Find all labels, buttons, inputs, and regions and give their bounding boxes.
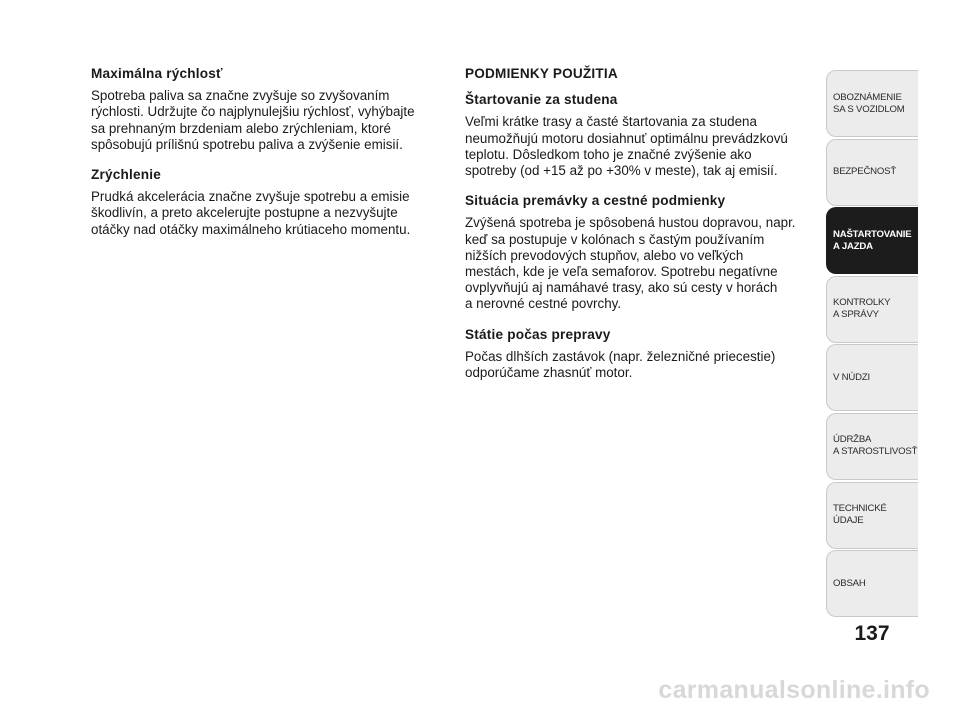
tab-vehicle-intro[interactable]: OBOZNÁMENIE SA S VOZIDLOM	[826, 70, 918, 137]
left-column	[91, 66, 441, 252]
tab-contents[interactable]: OBSAH	[826, 550, 918, 617]
watermark: carmanualsonline.info	[658, 676, 930, 704]
page-number: 137	[854, 622, 890, 645]
section-title-conditions: PODMIENKY POUŽITIA	[465, 66, 618, 81]
tab-technical-data[interactable]: TECHNICKÉ ÚDAJE	[826, 482, 918, 549]
section-text-standstill: Počas dlhších zastávok (napr. železničné priecestie) odporúčame zhasnúť motor.	[465, 348, 776, 381]
section-text-traffic: Zvýšená spotreba je spôsobená hustou dopravou, napr. keď sa postupuje v kolónach s častým používaním nižších prevodových stupňov, alebo vo veľkých mestách, kde je veľa semaforov. Spotrebu negatívne ovplyvňujú aj namáhavé trasy, ako sú cesty v horách a nerovné cestné povrchy.	[465, 215, 796, 312]
tab-warning-lights[interactable]: KONTROLKY A SPRÁVY	[826, 276, 918, 343]
right-column	[465, 66, 810, 395]
section-text-cold-start: Veľmi krátke trasy a časté štartovania za studena neumožňujú motoru dosiahnuť optimálnu prevádzkovú teplotu. Dôsledkom toho je značné zvýšenie ako spotreby (od +15 až po +30% v meste), tak aj emisií.	[465, 114, 788, 179]
tab-starting-driving[interactable]: NAŠTARTOVANIE A JAZDA	[826, 207, 918, 274]
section-heading-traffic: Situácia premávky a cestné podmienky	[465, 193, 726, 209]
tab-safety[interactable]: BEZPEČNOSŤ	[826, 139, 918, 206]
section-heading-cold-start: Štartovanie za studena	[465, 92, 618, 108]
tab-emergency[interactable]: V NÚDZI	[826, 344, 918, 411]
chapter-tabs	[826, 70, 918, 619]
section-heading-acceleration: Zrýchlenie	[91, 167, 161, 183]
section-text-acceleration: Prudká akcelerácia značne zvyšuje spotrebu a emisie škodlivín, a preto akcelerujte postupne a nezvyšujte otáčky nad otáčky maximálneho krútiaceho momentu.	[91, 189, 411, 237]
section-heading-max-speed: Maximálna rýchlosť	[91, 66, 223, 81]
tab-maintenance[interactable]: ÚDRŽBA A STAROSTLIVOSŤ	[826, 413, 918, 480]
section-heading-standstill: Státie počas prepravy	[465, 326, 611, 342]
section-text-max-speed: Spotreba paliva sa značne zvyšuje so zvyšovaním rýchlosti. Udržujte čo najplynulejšiu rýchlosť, vyhýbajte sa prehnaným brzdeniam alebo zrýchleniam, ktoré spôsobujú prílišnú spotrebu paliva a zvýšenie emisií.	[91, 88, 415, 152]
